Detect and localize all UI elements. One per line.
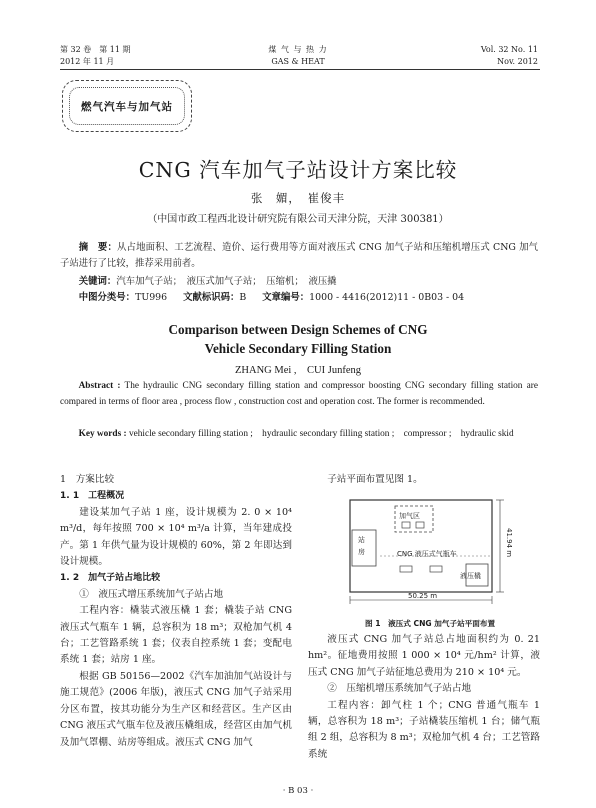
paper-title-en-line1: Comparison between Design Schemes of CNG — [168, 322, 428, 337]
keywords-en-label: Key words : — [78, 429, 127, 439]
header-date-en: Nov. 2012 — [497, 57, 538, 66]
abstract-en — [60, 378, 538, 410]
doc-code-label: 文献标识码： — [183, 292, 240, 303]
affiliation-cn: （中国市政工程西北设计研究院有限公司天津分院，天津 300381） — [147, 214, 449, 225]
abstract-en-text: The hydraulic CNG secondary filling station and compressor boosting CNG secondary filling station are compared in terms of floor area , process flow , construction cost and operation cost. The former is recommended. — [60, 381, 538, 407]
paper-title-cn: CNG 汽车加气子站设计方案比较 — [138, 158, 458, 182]
paragraph-figure-reference: 子站平面布置见图 1。 — [327, 474, 423, 485]
authors-en: ZHANG Mei , CUI Junfeng — [235, 365, 361, 376]
classification-line — [60, 290, 538, 306]
paragraph-compressor-scope: 工程内容：卸气柱 1 个；CNG 普通气瓶车 1 辆，总容积为 18 m³；子站橇装压缩机 1 台；储气瓶组 2 组，总容积为 8 m³；双枪加气机 4 台；工艺管路系统 — [308, 699, 540, 760]
article-id-value: 1000 - 4416(2012)11 - 0B03 - 04 — [309, 292, 465, 303]
article-id-label: 文章编号： — [262, 292, 310, 303]
page-number: · B 03 · — [282, 786, 314, 796]
height-dimension-label: 41.94 m — [505, 528, 513, 558]
right-column-top — [308, 472, 540, 488]
header-vol-issue-en: Vol. 32 No. 11 — [480, 45, 538, 54]
dispenser-symbol-2 — [416, 522, 424, 528]
section-badge-label: 燃气汽车与加气站 — [69, 87, 185, 125]
station-house-label-1: 站 — [358, 536, 365, 544]
paragraph-project-overview: 建设某加气子站 1 座，设计规模为 2. 0 × 10⁴ m³/d，每年按照 700 × 10⁴ m³/a 计算，当年建成投产。第 1 年供气量为设计规模的 60%，第 2 年即达到设计规模。 — [60, 506, 292, 568]
left-column — [60, 472, 292, 751]
station-house-label-2: 房 — [358, 548, 365, 556]
width-dimension-label: 50.25 m — [408, 592, 438, 600]
keywords-cn-text: 汽车加气子站； 液压式加气子站； 压缩机； 液压撬 — [116, 276, 337, 287]
trailer-label: CNG 液压式气瓶车 — [397, 550, 457, 558]
hydraulic-skid-label: 液压橇 — [460, 572, 481, 580]
doc-code-value: B — [239, 292, 247, 303]
keywords-en — [60, 426, 538, 442]
header-journal-en: GAS & HEAT — [271, 57, 325, 66]
header-date-cn: 2012 年 11 月 — [60, 57, 115, 66]
trailer-symbol-1 — [400, 566, 412, 572]
abstract-en-label: Abstract : — [78, 381, 121, 391]
dispenser-symbol-1 — [402, 522, 410, 528]
subheading-compressor-area: ② 压缩机增压系统加气子站占地 — [327, 683, 472, 695]
clc-value: TU996 — [135, 292, 168, 303]
figure-1-caption: 图 1 液压式 CNG 加气子站平面布置 — [364, 619, 496, 628]
section-badge — [62, 80, 192, 132]
paragraph-hydraulic-area-cost: 液压式 CNG 加气子站总占地面积约为 0. 21 hm²。征地费用按照 1 000 × 10⁴ 元/hm² 计算，液压式 CNG 加气子站征地总费用为 210 × 10⁴ 元。 — [308, 634, 540, 678]
section-1-1-heading: 1. 1 工程概况 — [60, 491, 125, 502]
abstract-cn-text: 从占地面积、工艺流程、造价、运行费用等方面对液压式 CNG 加气子站和压缩机增压式 CNG 加气子站进行了比较，推荐采用前者。 — [60, 242, 538, 269]
paragraph-hydraulic-layout: 根据 GB 50156—2002《汽车加油加气站设计与施工规范》(2006 年版)，液压式 CNG 加气子站采用分区布置，按其功能分为生产区和经营区。生产区由 CNG 液压式气瓶车位及液压橇组成，经营区由加气机及加气罩棚、站房等组成。液压式 CNG 加气 — [60, 670, 292, 748]
filling-area-label: 加气区 — [399, 512, 420, 520]
abstract-cn — [60, 240, 538, 272]
header-journal-cn: 煤 气 与 热 力 — [268, 45, 328, 54]
paper-title-en-line2: Vehicle Secondary Filling Station — [204, 341, 392, 356]
abstract-cn-label: 摘 要： — [78, 242, 117, 253]
header-rule — [60, 69, 540, 70]
right-column-bottom — [308, 632, 540, 763]
paragraph-hydraulic-scope: 工程内容：橇装式液压橇 1 套；橇装子站 CNG 液压式气瓶车 1 辆，总容积为 18 m³；双枪加气机 4 台；工艺管路系统 1 套；仪表自控系统 1 套；变配电系统 1 套；站房 1 座。 — [60, 605, 292, 666]
keywords-cn-label: 关键词： — [78, 276, 117, 287]
keywords-cn — [60, 274, 538, 290]
clc-label: 中图分类号： — [78, 292, 136, 303]
trailer-symbol-2 — [430, 566, 442, 572]
site-plan-figure — [340, 492, 512, 610]
keywords-en-text: vehicle secondary filling station ; hydraulic secondary filling station ; compressor ; hydraulic skid — [128, 429, 514, 439]
authors-cn: 张 媚， 崔俊丰 — [250, 191, 346, 205]
header-vol-issue-cn: 第 32 卷 第 11 期 — [60, 45, 131, 54]
section-1-heading: 1 方案比较 — [60, 474, 115, 485]
subheading-hydraulic-area: ① 液压式增压系统加气子站占地 — [79, 588, 224, 600]
section-1-2-heading: 1. 2 加气子站占地比较 — [60, 573, 161, 584]
